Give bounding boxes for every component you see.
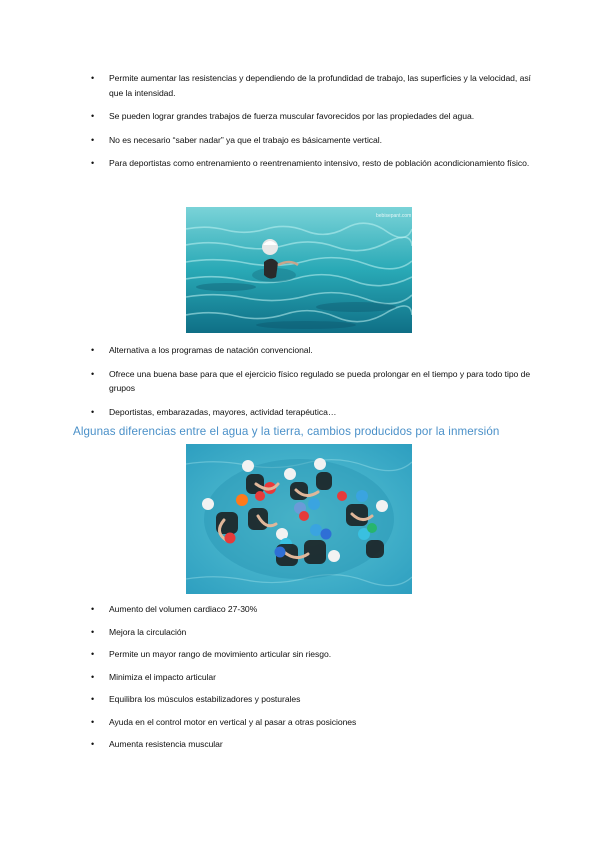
- list-item: [91, 625, 531, 640]
- list-item: [91, 670, 531, 685]
- list-item-text: No es necesario “saber nadar” ya que el trabajo es básicamente vertical.: [109, 134, 382, 145]
- list-item-text: Permite aumentar las resistencias y dependiendo de la profundidad de trabajo, las superficies y la velocidad, así que la intensidad.: [109, 73, 531, 98]
- bullet: •: [91, 716, 95, 727]
- list-item-text: Ayuda en el control motor en vertical y al pasar a otras posiciones: [109, 716, 357, 727]
- list-item-text: Mejora la circulación: [109, 626, 187, 637]
- list-item: [91, 343, 531, 358]
- bullet: •: [91, 73, 95, 83]
- list-item: [91, 133, 531, 148]
- list-item: [91, 71, 531, 100]
- bullet: •: [91, 739, 95, 749]
- swimmer-illustration: [186, 207, 412, 333]
- list-item: [91, 156, 531, 171]
- bullet: •: [91, 604, 95, 614]
- bullet-list-benefits: [91, 71, 531, 171]
- list-item-text: Alternativa a los programas de natación convencional.: [109, 345, 313, 355]
- list-item: [91, 737, 531, 752]
- list-item: [91, 109, 531, 124]
- list-item: [91, 405, 531, 420]
- list-item-text: Permite un mayor rango de movimiento articular sin riesgo.: [109, 649, 332, 659]
- bullet: •: [91, 649, 95, 659]
- bullet: •: [91, 158, 95, 168]
- list-item-text: Ofrece una buena base para que el ejercicio físico regulado se pueda prolongar en el tiempo y para todo tipo de grupos: [109, 368, 531, 393]
- list-item-text: Aumenta resistencia muscular: [109, 739, 223, 749]
- list-item-text: Deportistas, embarazadas, mayores, actividad terapéutica…: [109, 406, 337, 417]
- bullet: •: [91, 671, 95, 682]
- list-item: [91, 647, 531, 662]
- list-item: [91, 602, 531, 617]
- list-item: [91, 715, 531, 730]
- section-heading: Algunas diferencias entre el agua y la tierra, cambios producidos por la inmersión: [73, 425, 500, 438]
- bullet: •: [91, 694, 95, 704]
- bullet: •: [91, 134, 95, 145]
- group-pool-photo: [186, 444, 412, 594]
- list-item: [91, 692, 531, 707]
- photo-watermark: bebisepant.com: [376, 213, 412, 219]
- bullet: •: [91, 368, 95, 379]
- bullet: •: [91, 406, 95, 417]
- bullet: •: [91, 626, 95, 637]
- group-illustration: [186, 444, 412, 594]
- bullet: •: [91, 345, 95, 355]
- swimmer-photo: [186, 207, 412, 333]
- list-item-text: Minimiza el impacto articular: [109, 671, 216, 682]
- list-item-text: Para deportistas como entrenamiento o reentrenamiento intensivo, resto de población acondicionamiento físico.: [109, 158, 530, 168]
- list-item-text: Equilibra los músculos estabilizadores y posturales: [109, 694, 301, 704]
- bullet: •: [91, 111, 95, 121]
- list-item-text: Aumento del volumen cardiaco 27-30%: [109, 604, 258, 614]
- list-item-text: Se pueden lograr grandes trabajos de fuerza muscular favorecidos por las propiedades del agua.: [109, 111, 475, 121]
- list-item: [91, 367, 531, 396]
- bullet-list-alternatives: [91, 343, 531, 419]
- bullet-list-immersion-effects: [91, 602, 531, 752]
